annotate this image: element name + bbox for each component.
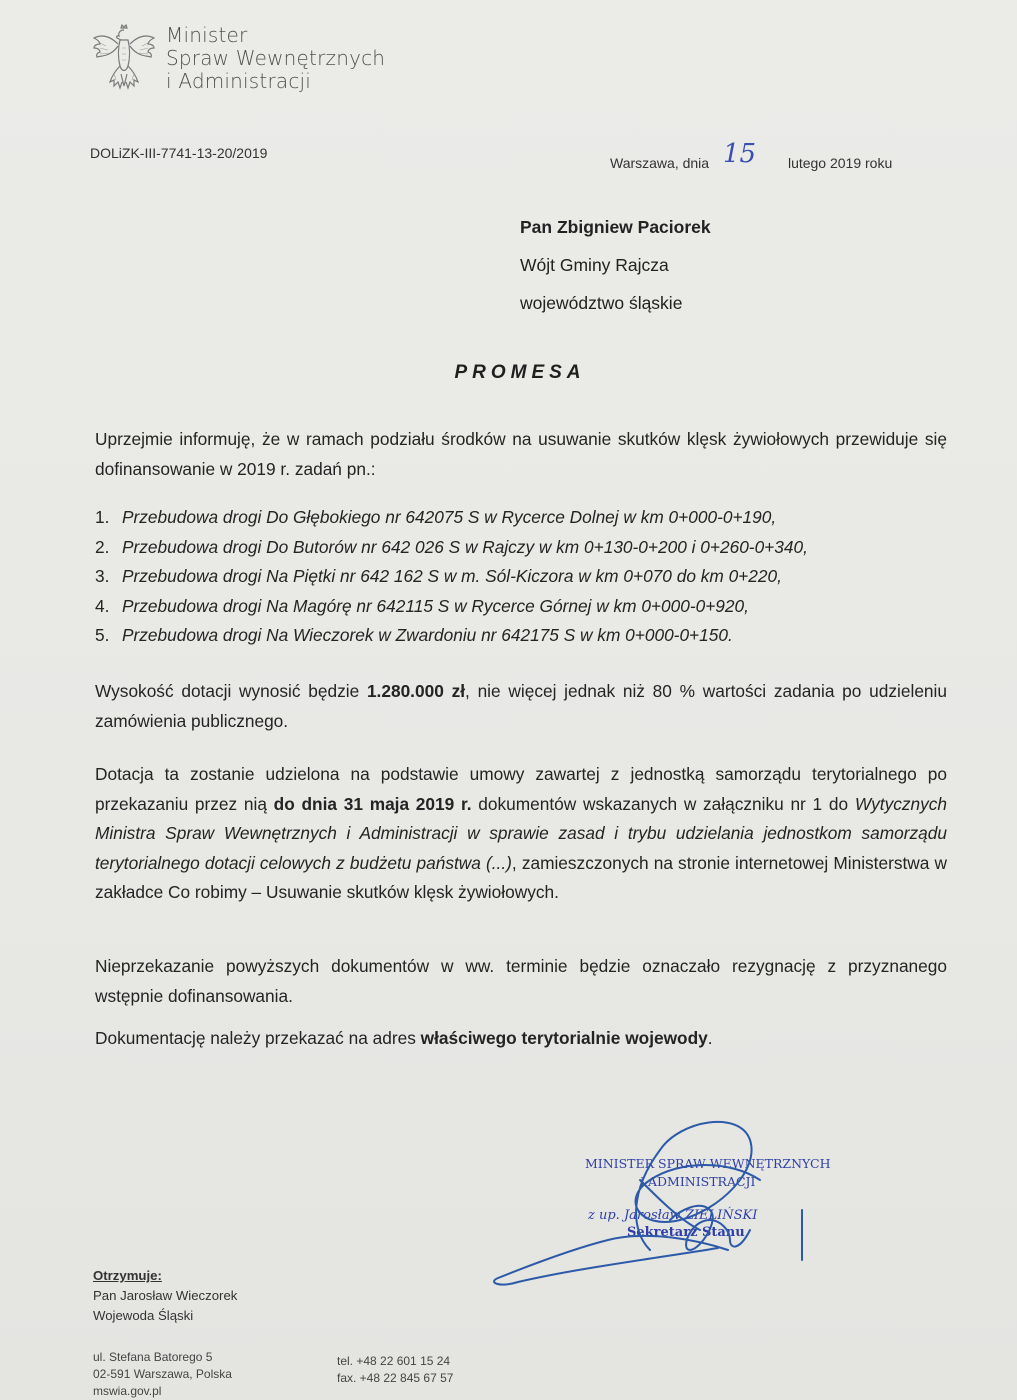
task-number: 2. (95, 536, 110, 557)
delivery-paragraph (95, 1024, 947, 1054)
recipient-block (520, 208, 711, 322)
recipient-name: Pan Zbigniew Paciorek (520, 217, 711, 237)
letterhead (90, 24, 385, 98)
signature-stamp (490, 1100, 830, 1300)
ministry-name-line: Minister (166, 23, 248, 47)
conditions-text-post: , zamieszczonych na stronie internetowej Ministerstwa w zakładce Co robimy – Usuwanie skutków klęsk żywiołowych. (95, 852, 947, 902)
task-list (95, 503, 808, 651)
stamp-line: MINISTER SPRAW WEWNĘTRZNYCH (585, 1156, 831, 1171)
handwritten-day: 15 (722, 139, 757, 169)
task-text: Przebudowa drogi Na Magórę nr 642115 S w Rycerce Górnej w km 0+000-0+920, (122, 595, 749, 616)
recipient-region: województwo śląskie (520, 293, 683, 313)
task-text: Przebudowa drogi Do Głębokiego nr 642075 S w Rycerce Dolnej w km 0+000-0+190, (122, 507, 777, 527)
grant-text-post: , nie więcej jednak niż 80 % wartości zadania po udzieleniu zamówienia publicznego. (95, 681, 947, 731)
task-item (95, 592, 808, 622)
task-text: Przebudowa drogi Do Butorów nr 642 026 S w Rajczy w km 0+130-0+200 i 0+260-0+340, (122, 536, 808, 557)
ministry-name (166, 24, 385, 93)
delivery-text-pre: Dokumentację należy przekazać na adres (95, 1028, 421, 1048)
document-title: PROMESA (454, 362, 586, 383)
ministry-name-line: i Administracji (166, 69, 312, 93)
task-item (95, 562, 808, 592)
delivery-addressee: właściwego terytorialnie wojewody (420, 1028, 708, 1048)
warning-paragraph: Nieprzekazanie powyższych dokumentów w ww. terminie będzie oznaczało rezygnację z przyznanego wstępnie dofinansowania. (95, 956, 947, 1006)
guidelines-title: Wytycznych Ministra Spraw Wewnętrznych i Administracji w sprawie zasad i trybu udzielania jednostkom samorządu terytorialnego dotacji celowych z budżetu państwa (...) (95, 793, 948, 873)
footer-tel: tel. +48 22 601 15 24 (337, 1354, 451, 1368)
task-text: Przebudowa drogi Na Piętki nr 642 162 S w m. Sól-Kiczora w km 0+070 do km 0+220, (122, 566, 782, 586)
stamp-line: i ADMINISTRACJI (640, 1174, 756, 1189)
copy-to-name: Pan Jarosław Wieczorek (93, 1288, 238, 1303)
task-number: 5. (95, 625, 110, 645)
task-item (95, 621, 808, 651)
task-item (95, 533, 808, 563)
date-suffix: lutego 2019 roku (787, 155, 893, 171)
deadline: do dnia 31 maja 2019 r. (273, 793, 472, 814)
footer-street: ul. Stefana Batorego 5 (93, 1350, 213, 1364)
task-text: Przebudowa drogi Na Wieczorek w Zwardoniu nr 642175 S w km 0+000-0+150. (122, 625, 733, 645)
footer-address (93, 1349, 232, 1400)
date-prefix: Warszawa, dnia (610, 155, 710, 171)
copy-to-block (93, 1266, 237, 1326)
task-number: 4. (95, 595, 110, 616)
grant-paragraph (95, 677, 947, 736)
intro-paragraph: Uprzejmie informuję, że w ramach podziału środków na usuwanie skutków klęsk żywiołowych przewiduje się dofinansowanie w 2019 r. zadań pn.: (95, 429, 947, 479)
grant-text-pre: Wysokość dotacji wynosić będzie (95, 681, 367, 701)
date-line (610, 139, 893, 175)
stamp-line: z up. Jarosław ZIELIŃSKI (588, 1208, 758, 1223)
recipient-title: Wójt Gminy Rajcza (520, 255, 669, 275)
delivery-text-post: . (707, 1028, 713, 1048)
task-number: 3. (95, 566, 110, 586)
ministry-name-line: Spraw Wewnętrznych (166, 46, 386, 70)
conditions-text-mid: dokumentów wskazanych w załączniku nr 1 do (471, 793, 855, 814)
task-item (95, 503, 808, 533)
conditions-text-pre: Dotacja ta zostanie udzielona na podstawie umowy zawartej z jednostką samorządu terytorialnego po przekazaniu przez nią (95, 764, 947, 814)
footer-website: mswia.gov.pl (93, 1384, 162, 1398)
reference-number: DOLiZK-III-7741-13-20/2019 (90, 145, 268, 161)
polish-eagle-emblem-icon (90, 24, 158, 98)
footer-contact (337, 1353, 453, 1387)
conditions-paragraph (95, 760, 947, 908)
footer-city: 02-591 Warszawa, Polska (93, 1367, 232, 1381)
grant-amount: 1.280.000 zł (366, 681, 466, 701)
footer-fax: fax. +48 22 845 67 57 (337, 1371, 454, 1385)
copy-to-title: Wojewoda Śląski (93, 1308, 194, 1323)
stamp-line: Sekretarz Stanu (627, 1225, 745, 1240)
task-number: 1. (95, 507, 110, 527)
handwritten-signature-icon (490, 1100, 830, 1300)
copy-to-heading: Otrzymuje: (93, 1268, 162, 1283)
